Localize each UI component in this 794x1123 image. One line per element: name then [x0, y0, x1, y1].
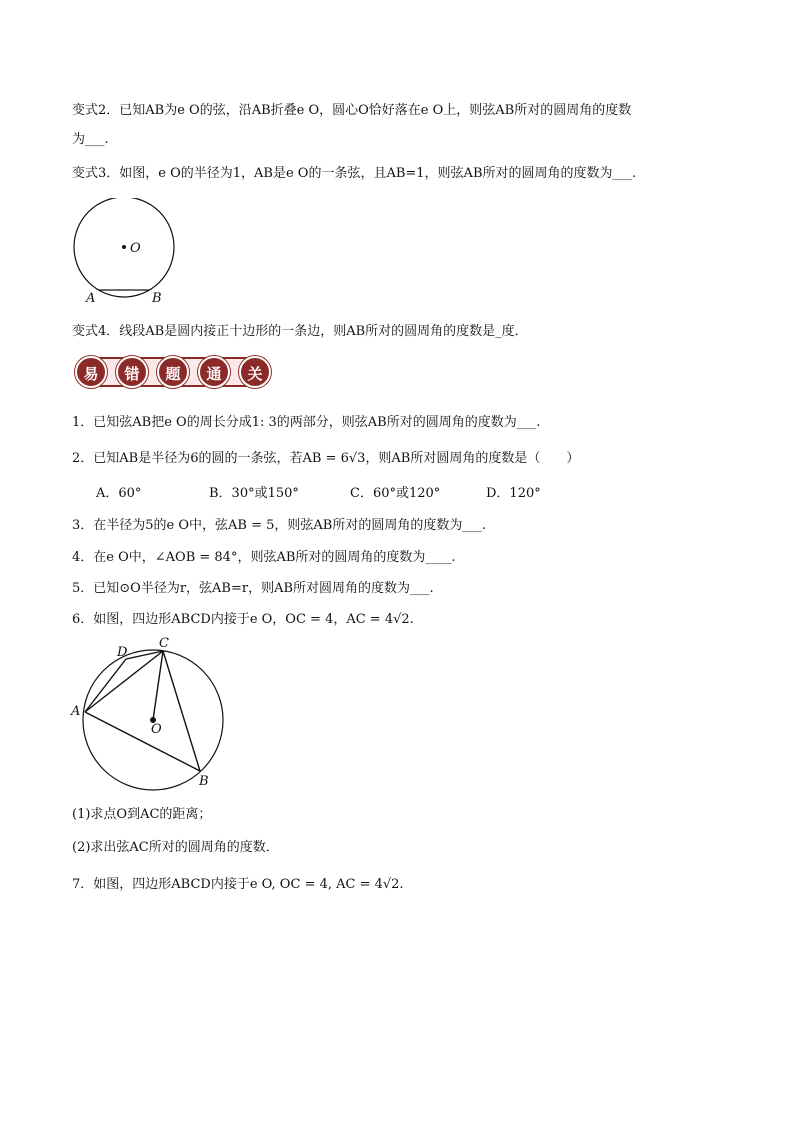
center-point — [122, 245, 126, 249]
variant4-text: 变式4．线段AB是圆内接正十边形的一条边，则AB所对的圆周角的度数是_度． — [72, 324, 528, 339]
banner-char-3: 题 — [157, 356, 189, 388]
variant2-line2: 为___. — [72, 132, 109, 147]
section-banner — [75, 356, 275, 388]
label-b: B — [199, 774, 209, 789]
variant2-line1: 变式2．已知AB为e O的弦，沿AB折叠e O，圆心O恰好落在e O上，则弦AB所对的圆周角的度数 — [72, 103, 632, 118]
choice-b: B．30°或150° — [209, 486, 299, 501]
variant3-text: 变式3．如图，e O的半径为1，AB是e O的一条弦，且AB=1，则弦AB所对的圆周角的度数为___. — [72, 166, 637, 181]
choice-d: D．120° — [486, 486, 541, 501]
label-b: B — [152, 291, 162, 306]
question-1: 1．已知弦AB把e O的周长分成1: 3的两部分，则弦AB所对的圆周角的度数为___. — [72, 415, 541, 430]
circle-figure-1 — [65, 198, 190, 308]
question-4: 4．在e O中，∠AOB = 84°，则弦AB所对的圆周角的度数为____. — [72, 550, 456, 565]
circle-figure-2 — [68, 635, 233, 795]
segment-ac — [85, 651, 163, 712]
banner-char-2: 错 — [116, 356, 148, 388]
question-7: 7．如图，四边形ABCD内接于e O, OC = 4, AC = 4√2. — [72, 877, 404, 892]
segment-cb — [163, 651, 200, 771]
question-3: 3．在半径为5的e O中，弦AB = 5，则弦AB所对的圆周角的度数为___. — [72, 518, 486, 533]
label-a: A — [86, 291, 96, 306]
label-a: A — [71, 704, 81, 719]
question-6: 6．如图，四边形ABCD内接于e O，OC = 4，AC = 4√2. — [72, 612, 414, 627]
question-5: 5．已知⊙O半径为r，弦AB=r，则AB所对圆周角的度数为___. — [72, 581, 434, 596]
label-o: O — [130, 241, 141, 256]
question-6-sub-2: (2)求出弦AC所对的圆周角的度数． — [72, 840, 279, 855]
segment-ab — [85, 712, 200, 771]
banner-char-5: 关 — [239, 356, 271, 388]
label-c: C — [159, 636, 169, 651]
banner-char-1: 易 — [75, 356, 107, 388]
choice-a: A．60° — [96, 486, 142, 501]
question-6-sub-1: (1)求点O到AC的距离； — [72, 807, 212, 822]
question-2: 2．已知AB是半径为6的圆的一条弦，若AB = 6√3，则AB所对圆周角的度数是（ ） — [72, 451, 580, 466]
label-d: D — [117, 645, 128, 660]
label-o: O — [151, 722, 162, 737]
segment-oc — [153, 651, 163, 720]
choice-c: C．60°或120° — [350, 486, 441, 501]
banner-char-4: 通 — [198, 356, 230, 388]
